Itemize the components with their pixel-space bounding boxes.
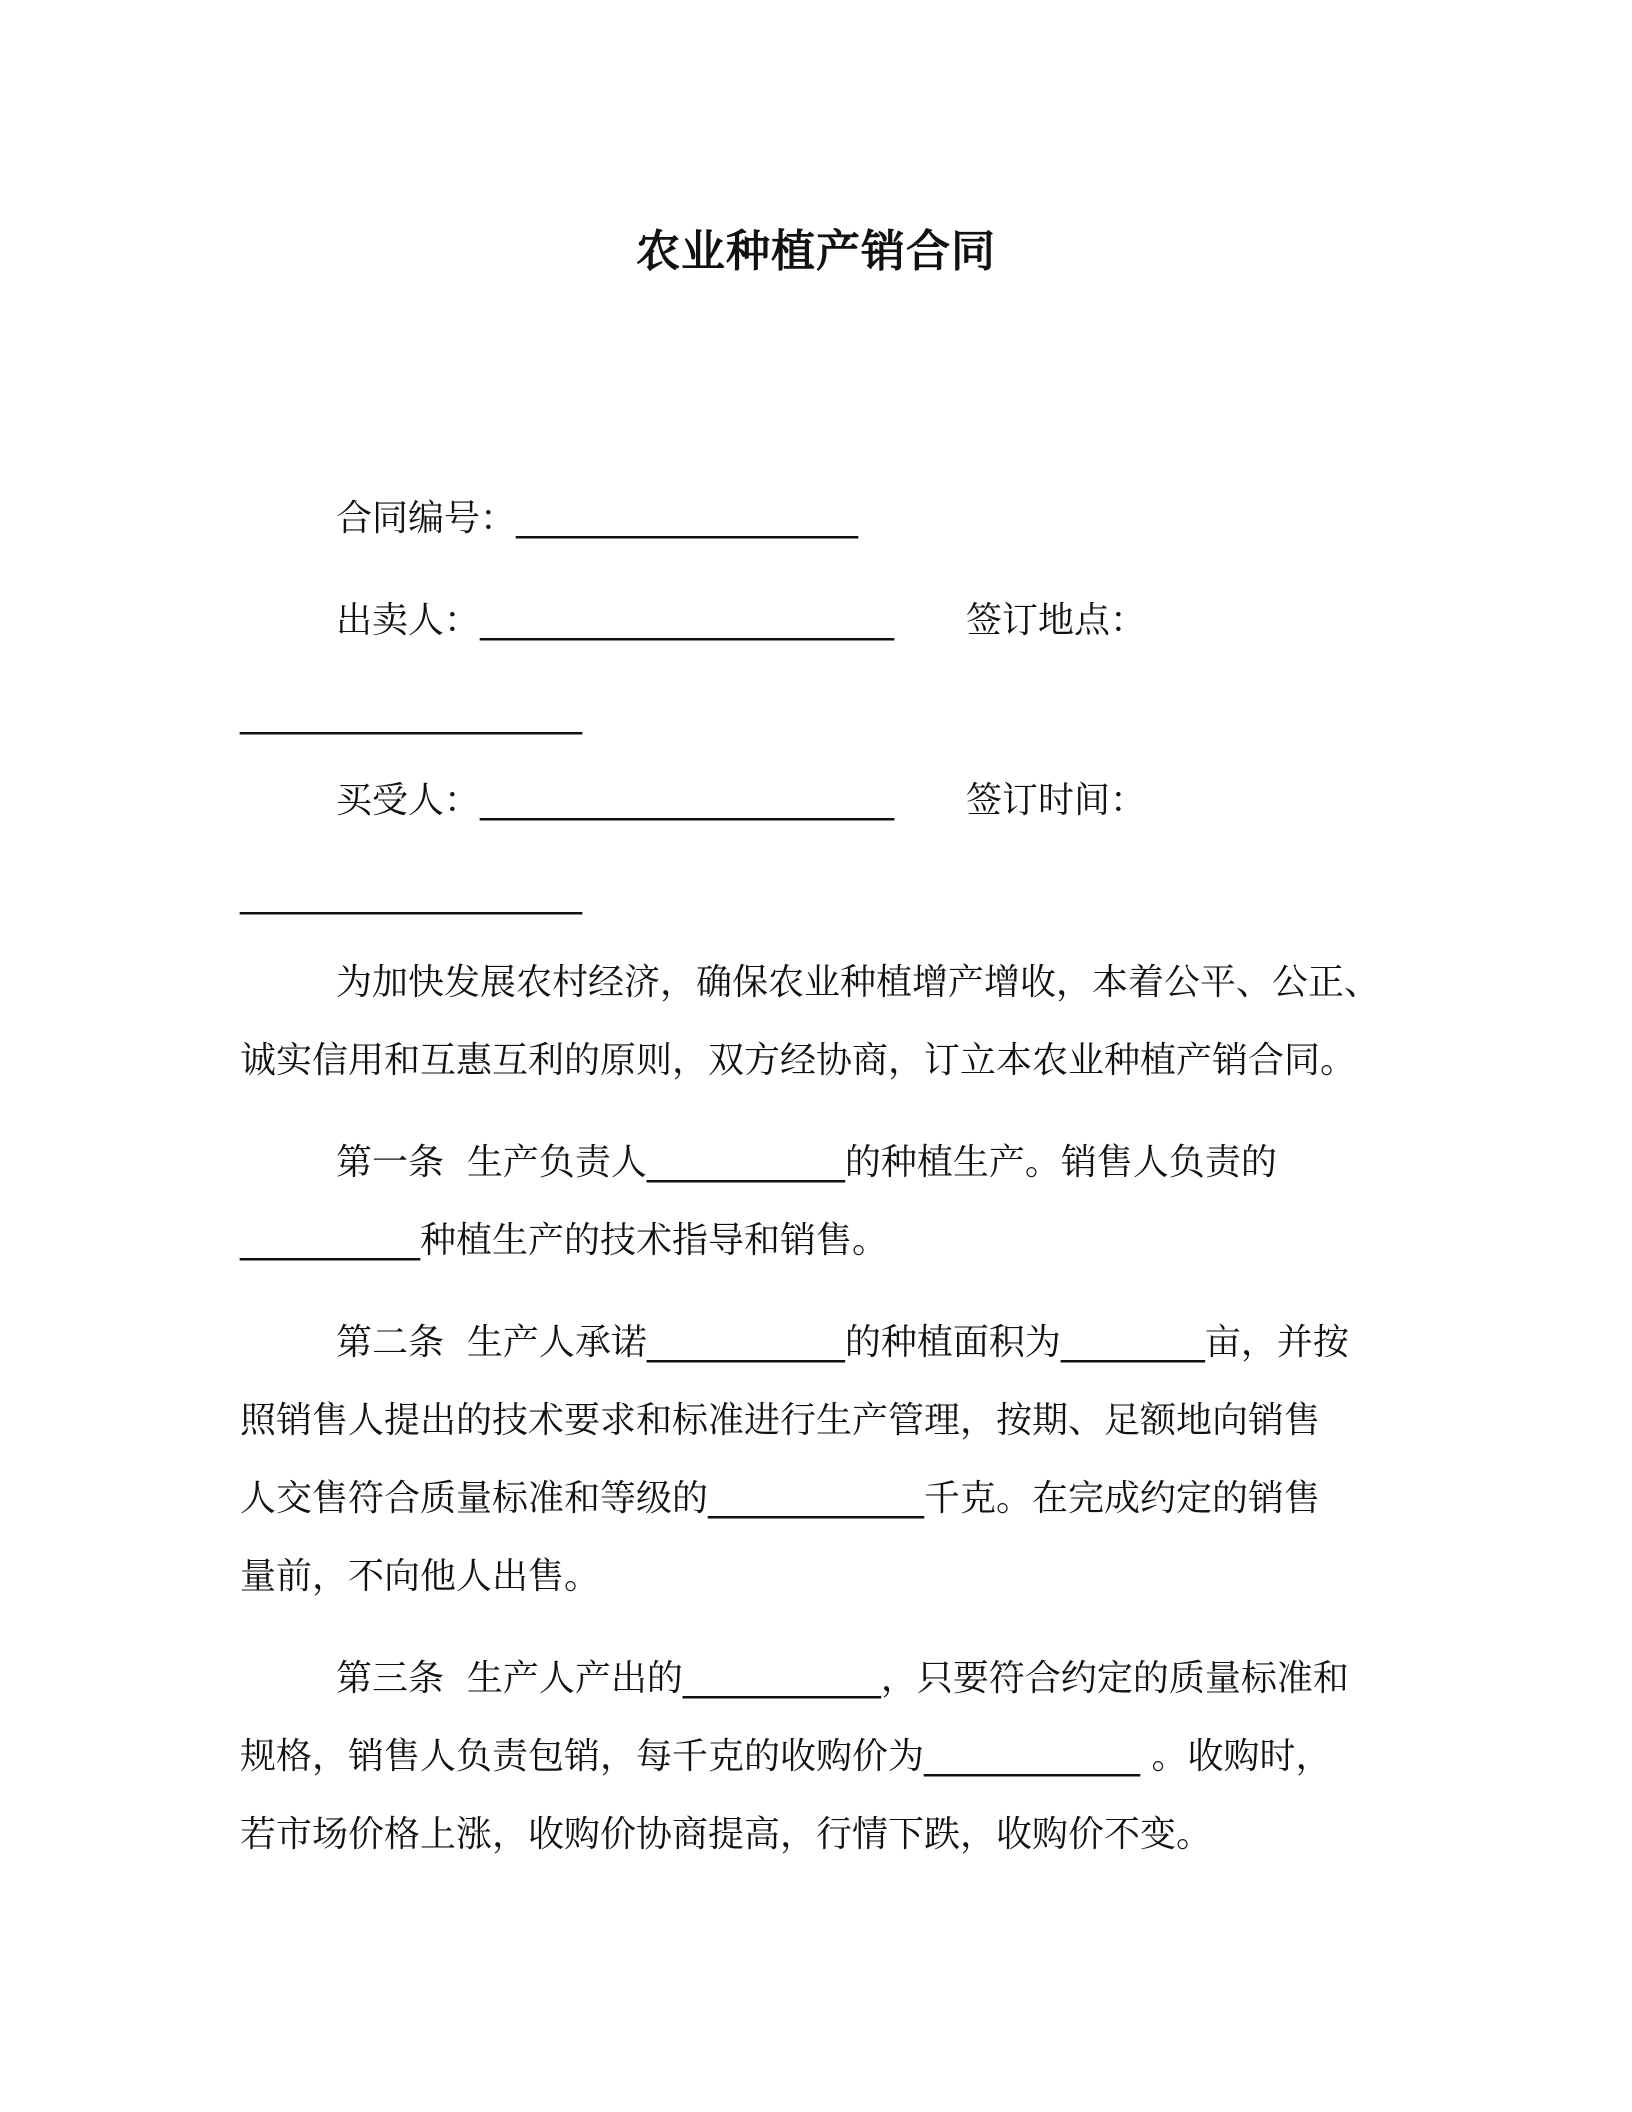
article-2-line-4: 量前，不向他人出售。 <box>240 1556 601 1597</box>
preamble-line-1: 为加快发展农村经济，确保农业种植增产增收，本着公平、公正、 <box>336 962 1381 1003</box>
sign-place-blank: ___________________ <box>240 694 582 735</box>
article-3-line-2: 规格，销售人负责包销，每千克的收购价为____________ 。收购时， <box>240 1736 1332 1777</box>
sign-place-label: 签订地点： <box>966 600 1147 641</box>
article-1-line-1: 第一条 生产负责人___________的种植生产。销售人负责的 <box>336 1142 1277 1183</box>
article-2-line-3: 人交售符合质量标准和等级的____________千克。在完成约定的销售 <box>240 1478 1321 1519</box>
article-3-line-3: 若市场价格上涨，收购价协商提高，行情下跌，收购价不变。 <box>240 1814 1213 1855</box>
seller-field: 出卖人：_______________________ <box>336 600 895 641</box>
article-2-line-2: 照销售人提出的技术要求和标准进行生产管理，按期、足额地向销售 <box>240 1400 1321 1441</box>
preamble-line-2: 诚实信用和互惠互利的原则，双方经协商，订立本农业种植产销合同。 <box>240 1040 1357 1081</box>
sign-time-blank: ___________________ <box>240 874 582 915</box>
contract-number-field: 合同编号：___________________ <box>336 498 859 539</box>
buyer-field: 买受人：_______________________ <box>336 780 895 821</box>
sign-time-label: 签订时间： <box>966 780 1147 821</box>
article-1-line-2: __________种植生产的技术指导和销售。 <box>240 1220 889 1261</box>
article-3-line-1: 第三条 生产人产出的___________，只要符合约定的质量标准和 <box>336 1658 1349 1699</box>
article-2-line-1: 第二条 生产人承诺___________的种植面积为________亩，并按 <box>336 1322 1349 1363</box>
document-title: 农业种植产销合同 <box>636 226 996 277</box>
